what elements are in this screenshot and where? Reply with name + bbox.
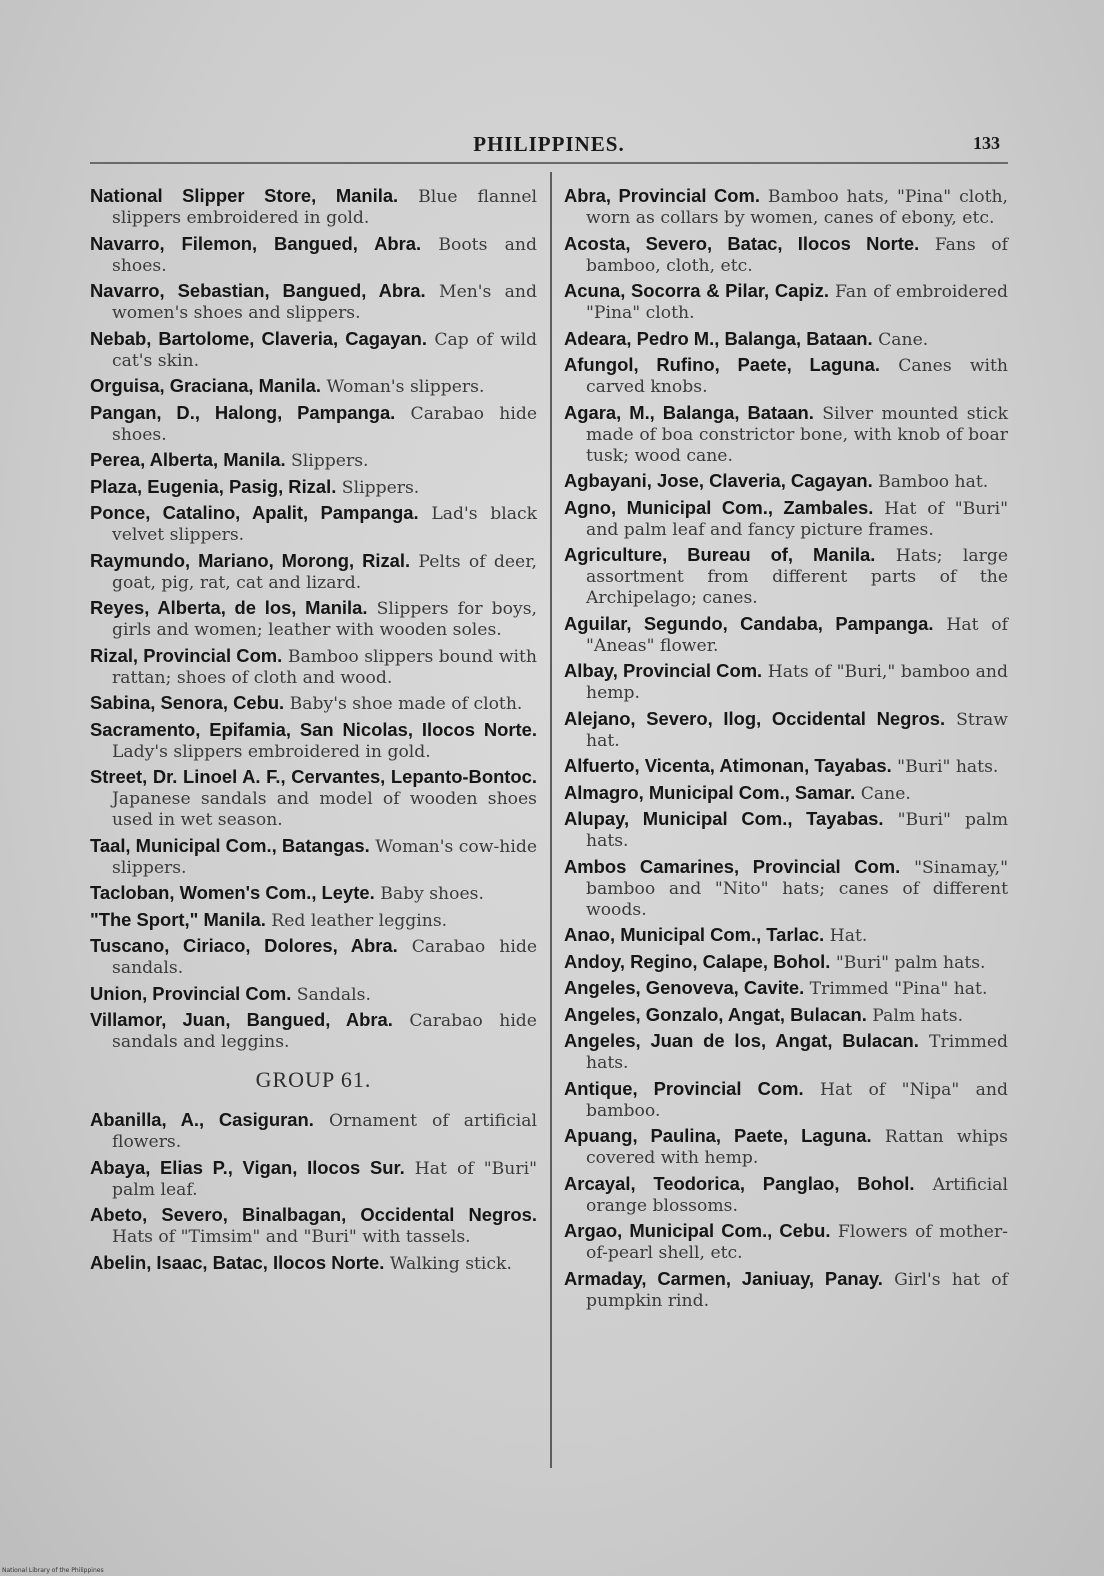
directory-entry — [564, 1220, 1008, 1264]
entry-description: "Buri" palm hats. — [586, 810, 1009, 851]
directory-entry — [90, 983, 537, 1006]
entry-description: Walking stick. — [389, 1253, 512, 1274]
entry-name: Sacramento, Epifamia, San Nicolas, Ilocos Norte. — [90, 718, 537, 740]
entry-description: Red leather leggins. — [271, 910, 448, 931]
directory-entry — [564, 755, 1008, 778]
directory-entry — [564, 544, 1008, 609]
entry-description: Cap of wild cat's skin. — [112, 329, 537, 371]
entry-description: "Buri" hats. — [897, 757, 999, 777]
directory-entry — [564, 1268, 1008, 1312]
directory-entry — [564, 660, 1008, 704]
entry-name: Adeara, Pedro M., Balanga, Bataan. — [564, 327, 873, 349]
entry-description: Girl's hat of pumpkin rind. — [586, 1269, 1009, 1311]
entry-name: Union, Provincial Com. — [90, 982, 292, 1004]
directory-entry — [90, 1157, 537, 1201]
entry-description: Cane. — [860, 783, 911, 804]
directory-entry — [90, 449, 537, 472]
entry-description: Blue flannel slippers embroidered in gold. — [112, 187, 537, 228]
directory-entry — [90, 597, 537, 641]
entry-name: Angeles, Genoveva, Cavite. — [564, 977, 805, 998]
entry-description: Hat of "Nipa" and bamboo. — [586, 1079, 1008, 1121]
directory-entry — [90, 835, 537, 879]
entry-name: Abra, Provincial Com. — [564, 185, 760, 206]
entry-name: Acuna, Socorra & Pilar, Capiz. — [564, 280, 829, 301]
entry-name: Ponce, Catalino, Apalit, Pampanga. — [90, 502, 419, 523]
entry-description: Hats of "Buri," bamboo and hemp. — [586, 662, 1008, 703]
entry-description: Carabao hide sandals and leggins. — [112, 1011, 537, 1052]
directory-entry — [90, 719, 537, 763]
directory-entry — [564, 613, 1008, 657]
directory-entry — [564, 808, 1008, 852]
entry-name: Villamor, Juan, Bangued, Abra. — [90, 1009, 393, 1030]
entry-description: Cane. — [878, 329, 929, 350]
entry-name: Tuscano, Ciriaco, Dolores, Abra. — [90, 935, 398, 956]
library-stamp: National Library of the Philippines — [2, 1567, 104, 1574]
entry-description: Fan of embroidered "Pina" cloth. — [586, 282, 1008, 323]
entry-description: Hat of "Aneas" flower. — [586, 614, 1008, 656]
directory-entry — [564, 470, 1008, 493]
right-entries — [564, 185, 1008, 1312]
entry-name: Almagro, Municipal Com., Samar. — [564, 781, 856, 803]
entry-name: Orguisa, Graciana, Manila. — [90, 375, 321, 396]
entry-name: Albay, Provincial Com. — [564, 660, 763, 681]
entry-description: "Buri" palm hats. — [835, 952, 986, 973]
directory-entry — [90, 909, 537, 932]
directory-entry — [564, 280, 1008, 324]
entry-name: Anao, Municipal Com., Tarlac. — [564, 924, 825, 945]
page-number: 133 — [973, 133, 1000, 153]
directory-entry — [564, 1004, 1008, 1027]
directory-entry — [90, 185, 537, 229]
entry-description: Fans of bamboo, cloth, etc. — [586, 234, 1008, 276]
entry-name: Aguilar, Segundo, Candaba, Pampanga. — [564, 612, 934, 634]
entry-name: Apuang, Paulina, Paete, Laguna. — [564, 1125, 872, 1146]
directory-entry — [564, 185, 1008, 229]
entry-name: Agara, M., Balanga, Bataan. — [564, 401, 814, 423]
entry-name: Abaya, Elias P., Vigan, Ilocos Sur. — [90, 1156, 405, 1178]
directory-entry — [90, 375, 537, 398]
directory-entry — [564, 1030, 1008, 1074]
directory-entry — [90, 1252, 537, 1275]
entry-description: Baby shoes. — [380, 884, 484, 904]
entry-description: Trimmed hats. — [586, 1032, 1008, 1073]
entry-name: Alejano, Severo, Ilog, Occidental Negros. — [564, 707, 946, 729]
entry-description: "Sinamay," bamboo and "Nito" hats; canes of different woods. — [586, 857, 1008, 920]
directory-entry — [564, 977, 1008, 1000]
entry-description: Lady's slippers embroidered in gold. — [112, 741, 431, 762]
directory-entry — [564, 1173, 1008, 1217]
entry-description: Pelts of deer, goat, pig, rat, cat and lizard. — [112, 551, 538, 593]
entry-description: Sandals. — [296, 984, 371, 1005]
entry-description: Ornament of artificial flowers. — [112, 1111, 537, 1152]
directory-entry — [90, 1109, 537, 1153]
entry-description: Hat of "Buri" and palm leaf and fancy picture frames. — [586, 498, 1008, 540]
entry-name: Alupay, Municipal Com., Tayabas. — [564, 808, 884, 829]
entry-name: Perea, Alberta, Manila. — [90, 449, 286, 470]
entry-description: Hat of "Buri" palm leaf. — [112, 1158, 537, 1200]
entry-description: Baby's shoe made of cloth. — [289, 694, 523, 714]
directory-entry — [564, 856, 1008, 921]
directory-entry — [90, 502, 537, 546]
directory-entry — [90, 550, 537, 594]
entry-description: Palm hats. — [872, 1005, 964, 1026]
entry-name: Reyes, Alberta, de los, Manila. — [90, 597, 368, 618]
entry-name: Abelin, Isaac, Batac, Ilocos Norte. — [90, 1251, 385, 1273]
directory-entry — [564, 1125, 1008, 1169]
directory-entry — [90, 402, 537, 446]
directory-entry — [90, 882, 537, 905]
entry-description: Canes with carved knobs. — [586, 356, 1008, 397]
entry-name: Pangan, D., Halong, Pampanga. — [90, 401, 396, 423]
entry-name: Armaday, Carmen, Janiuay, Panay. — [564, 1267, 883, 1289]
directory-entry — [564, 497, 1008, 541]
entry-name: Andoy, Regino, Calape, Bohol. — [564, 950, 831, 972]
entry-description: Bamboo hats, "Pina" cloth, worn as collars by women, canes of ebony, etc. — [586, 187, 1009, 228]
directory-entry — [90, 476, 537, 499]
directory-entry — [90, 233, 537, 277]
entry-description: Hats; large assortment from different parts of the Archipelago; canes. — [586, 546, 1008, 608]
entry-description: Hat. — [829, 926, 868, 946]
directory-entry — [564, 1078, 1008, 1122]
directory-entry — [90, 328, 537, 372]
entry-description: Slippers for boys, girls and women; leather with wooden soles. — [112, 599, 537, 640]
entry-name: Raymundo, Mariano, Morong, Rizal. — [90, 549, 411, 571]
right-column — [564, 185, 1008, 1315]
entry-name: Sabina, Senora, Cebu. — [90, 692, 285, 713]
directory-entry — [564, 233, 1008, 277]
entry-description: Carabao hide shoes. — [112, 403, 537, 445]
entry-description: Lad's black velvet slippers. — [112, 504, 537, 545]
entry-name: Alfuerto, Vicenta, Atimonan, Tayabas. — [564, 755, 892, 776]
entry-description: Artificial orange blossoms. — [586, 1174, 1009, 1216]
directory-entry — [564, 402, 1008, 467]
entry-description: Hats of "Timsim" and "Buri" with tassels. — [112, 1227, 471, 1247]
entry-name: Rizal, Provincial Com. — [90, 644, 283, 666]
directory-entry — [90, 935, 537, 979]
entry-name: Navarro, Sebastian, Bangued, Abra. — [90, 280, 426, 301]
directory-entry — [564, 708, 1008, 752]
directory-entry — [90, 692, 537, 715]
entry-description: Bamboo slippers bound with rattan; shoes of cloth and wood. — [112, 646, 538, 688]
entry-description: Japanese sandals and model of wooden shoes used in wet season. — [112, 789, 537, 830]
running-title: PHILIPPINES. — [473, 132, 625, 156]
entry-name: Arcayal, Teodorica, Panglao, Bohol. — [564, 1172, 915, 1194]
directory-entry — [564, 924, 1008, 947]
entry-description: Rattan whips covered with hemp. — [586, 1127, 1008, 1168]
entry-description: Flowers of mother-of-pearl shell, etc. — [586, 1222, 1008, 1263]
entry-name: National Slipper Store, Manila. — [90, 185, 399, 206]
directory-entry — [90, 645, 537, 689]
entry-description: Slippers. — [291, 451, 369, 471]
entry-name: Argao, Municipal Com., Cebu. — [564, 1220, 831, 1241]
entry-description: Straw hat. — [586, 709, 1009, 751]
entry-name: "The Sport," Manila. — [90, 908, 266, 930]
entry-name: Angeles, Juan de los, Angat, Bulacan. — [564, 1030, 919, 1051]
entry-description: Bamboo hat. — [878, 472, 989, 492]
entry-name: Abeto, Severo, Binalbagan, Occidental Negros. — [90, 1204, 537, 1225]
entry-name: Tacloban, Women's Com., Leyte. — [90, 882, 375, 903]
left-entries-top — [90, 185, 537, 1053]
entry-name: Acosta, Severo, Batac, Ilocos Norte. — [564, 232, 920, 254]
directory-entry — [564, 951, 1008, 974]
entry-description: Carabao hide sandals. — [112, 937, 537, 978]
entry-name: Agbayani, Jose, Claveria, Cagayan. — [564, 470, 873, 491]
directory-entry — [564, 354, 1008, 398]
column-divider — [550, 172, 552, 1468]
entry-name: Plaza, Eugenia, Pasig, Rizal. — [90, 475, 337, 497]
directory-entry — [564, 328, 1008, 351]
left-column — [90, 185, 537, 1278]
entry-description: Men's and women's shoes and slippers. — [112, 282, 537, 323]
entry-name: Taal, Municipal Com., Batangas. — [90, 834, 370, 856]
entry-name: Navarro, Filemon, Bangued, Abra. — [90, 232, 422, 254]
entry-name: Ambos Camarines, Provincial Com. — [564, 855, 901, 877]
directory-entry — [90, 766, 537, 831]
directory-entry — [90, 1204, 537, 1248]
left-entries-bottom — [90, 1109, 537, 1275]
entry-description: Woman's slippers. — [326, 377, 485, 397]
entry-name: Agriculture, Bureau of, Manila. — [564, 544, 876, 565]
entry-name: Afungol, Rufino, Paete, Laguna. — [564, 354, 881, 375]
entry-description: Woman's cow-hide slippers. — [112, 836, 537, 878]
entry-name: Street, Dr. Linoel A. F., Cervantes, Lepanto-Bontoc. — [90, 766, 537, 787]
directory-entry — [90, 1009, 537, 1053]
group-heading: GROUP 61. — [255, 1067, 372, 1092]
entry-description: Slippers. — [341, 477, 420, 498]
entry-name: Agno, Municipal Com., Zambales. — [564, 496, 874, 518]
entry-name: Abanilla, A., Casiguran. — [90, 1109, 314, 1130]
page-header — [90, 128, 1008, 164]
directory-entry — [90, 280, 537, 324]
entry-name: Nebab, Bartolome, Claveria, Cagayan. — [90, 327, 427, 349]
entry-description: Trimmed "Pina" hat. — [809, 979, 988, 999]
entry-description: Silver mounted stick made of boa constrictor bone, with knob of boar tusk; wood cane. — [586, 403, 1008, 466]
entry-name: Antique, Provincial Com. — [564, 1077, 804, 1099]
directory-entry — [564, 782, 1008, 805]
entry-description: Boots and shoes. — [112, 234, 537, 276]
entry-name: Angeles, Gonzalo, Angat, Bulacan. — [564, 1003, 867, 1025]
